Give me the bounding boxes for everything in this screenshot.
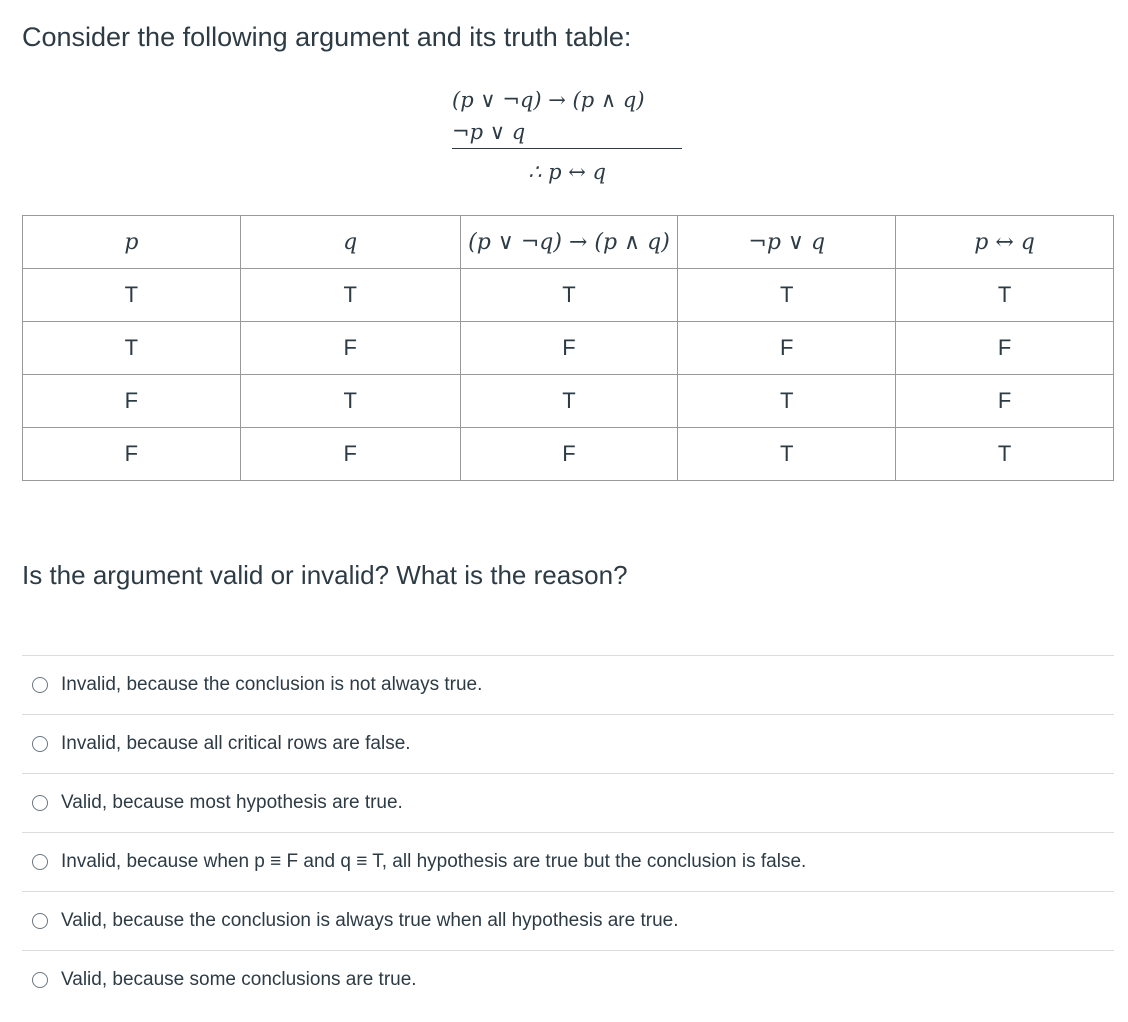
table-cell: F (896, 322, 1114, 375)
answer-option-5[interactable] (22, 891, 1114, 950)
table-cell: T (896, 428, 1114, 481)
table-cell: F (23, 428, 241, 481)
table-row (23, 375, 1114, 428)
header-conclusion: p ↔ q (896, 216, 1114, 269)
answer-option-2[interactable] (22, 714, 1114, 773)
answer-option-4[interactable] (22, 832, 1114, 891)
answer-option-3[interactable] (22, 773, 1114, 832)
radio-button[interactable] (32, 972, 48, 988)
table-cell: F (240, 428, 460, 481)
question-prompt: Consider the following argument and its truth table: (22, 22, 632, 52)
header-premise-1: (p ∨ ¬q) → (p ∧ q) (460, 216, 678, 269)
table-cell: T (678, 375, 896, 428)
radio-button[interactable] (32, 736, 48, 752)
answer-option-1[interactable] (22, 655, 1114, 714)
table-header-row (23, 216, 1114, 269)
answer-option-label: Valid, because most hypothesis are true. (61, 792, 403, 813)
answer-option-label: Valid, because some conclusions are true. (61, 969, 417, 990)
header-premise-2: ¬p ∨ q (678, 216, 896, 269)
radio-button[interactable] (32, 913, 48, 929)
radio-button[interactable] (32, 854, 48, 870)
header-q: q (240, 216, 460, 269)
argument-block (452, 84, 682, 189)
table-cell: F (240, 322, 460, 375)
answer-option-6[interactable] (22, 950, 1114, 1009)
table-cell: F (460, 322, 678, 375)
answer-option-label: Valid, because the conclusion is always true when all hypothesis are true. (61, 910, 679, 931)
truth-table (22, 215, 1114, 481)
answer-option-label: Invalid, because when p ≡ F and q ≡ T, all hypothesis are true but the conclusion is false. (61, 851, 807, 872)
table-cell: T (678, 428, 896, 481)
radio-button[interactable] (32, 795, 48, 811)
table-cell: F (896, 375, 1114, 428)
table-cell: T (678, 269, 896, 322)
table-cell: T (460, 269, 678, 322)
table-cell: F (23, 375, 241, 428)
table-cell: F (460, 428, 678, 481)
table-cell: T (23, 269, 241, 322)
premise-2: ¬p ∨ q (452, 116, 682, 149)
table-cell: T (240, 269, 460, 322)
table-cell: T (23, 322, 241, 375)
table-cell: T (896, 269, 1114, 322)
radio-button[interactable] (32, 677, 48, 693)
premise-1: (p ∨ ¬q) → (p ∧ q) (452, 88, 645, 112)
table-cell: T (240, 375, 460, 428)
table-row (23, 428, 1114, 481)
answer-option-label: Invalid, because the conclusion is not always true. (61, 674, 483, 695)
table-cell: F (678, 322, 896, 375)
table-row (23, 269, 1114, 322)
answer-options (22, 655, 1114, 1009)
table-cell: T (460, 375, 678, 428)
header-p: p (23, 216, 241, 269)
validity-question: Is the argument valid or invalid? What is the reason? (22, 560, 628, 590)
answer-option-label: Invalid, because all critical rows are false. (61, 733, 411, 754)
conclusion: ∴ p ↔ q (528, 160, 606, 184)
table-row (23, 322, 1114, 375)
